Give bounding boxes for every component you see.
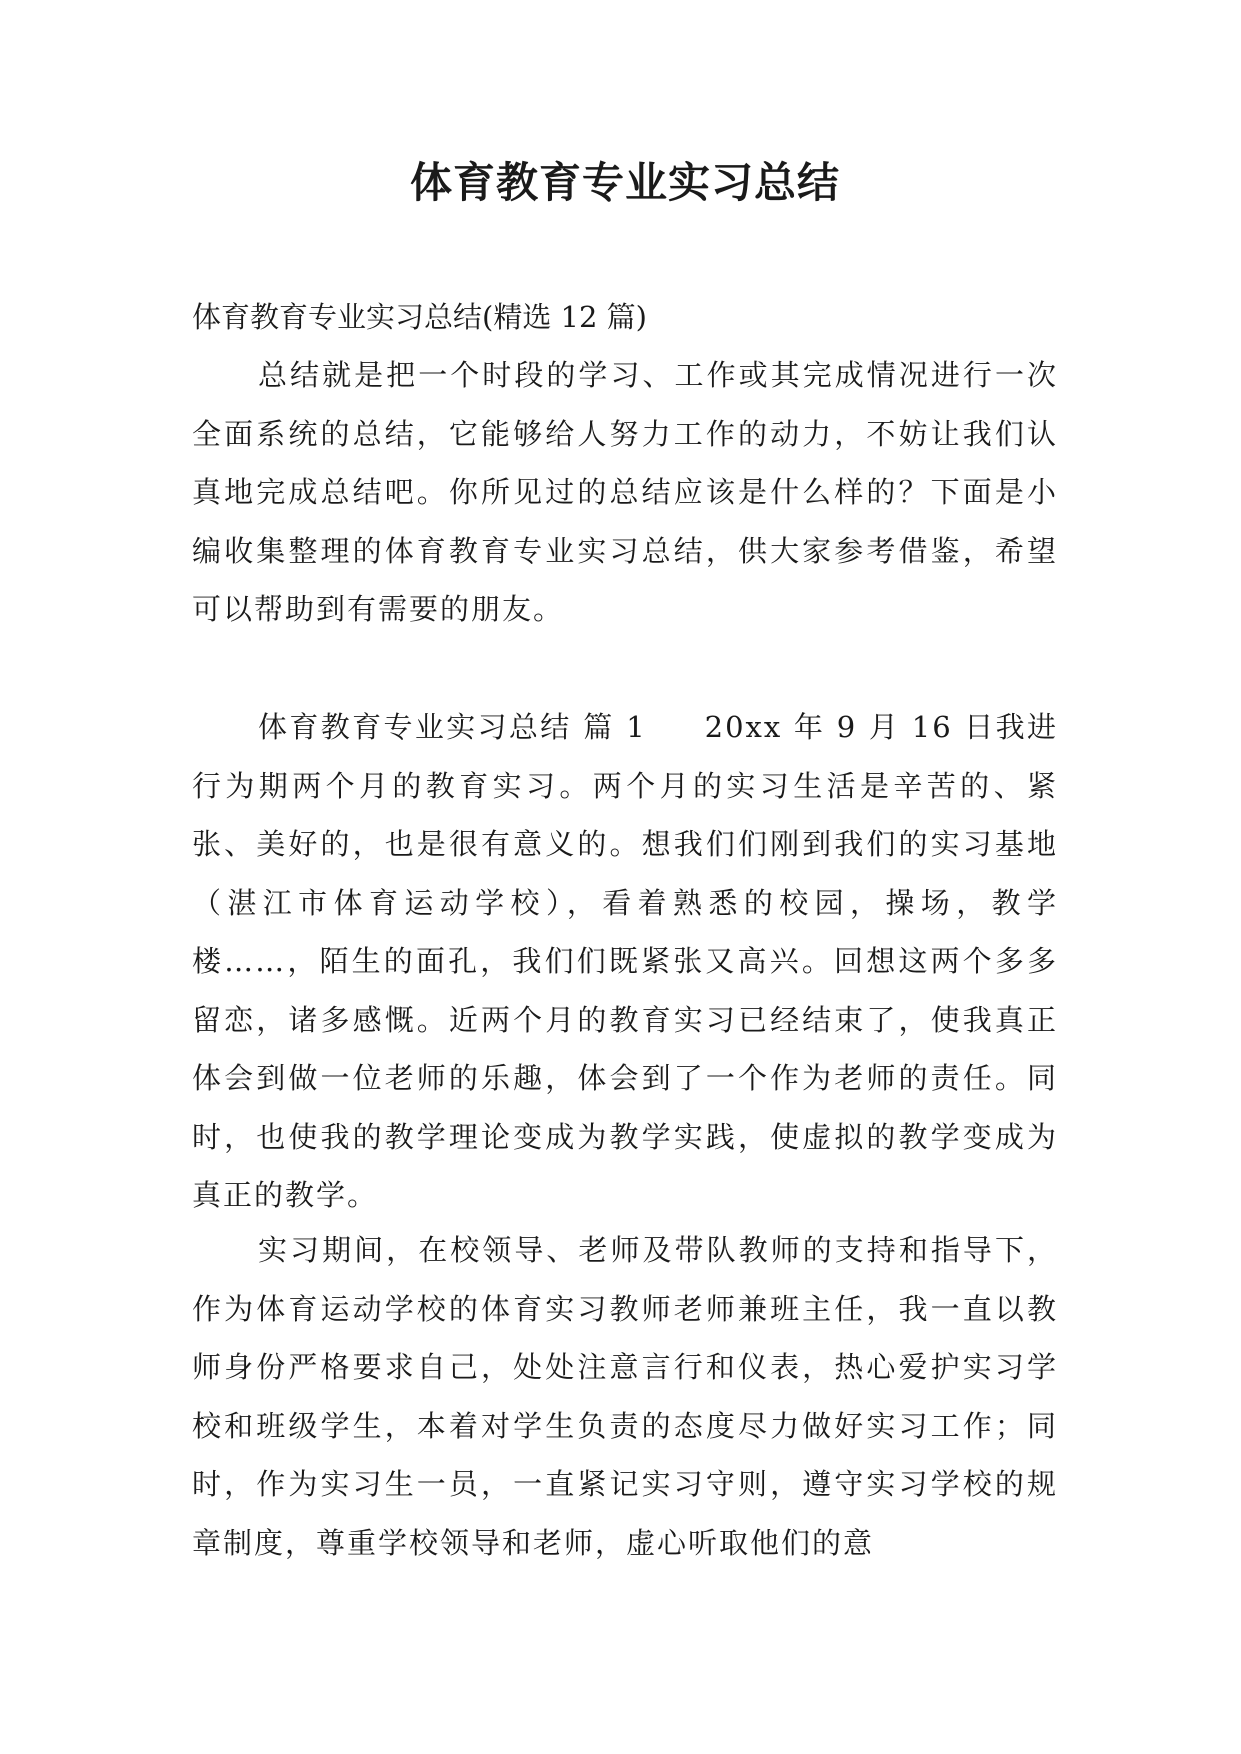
document-title: 体育教育专业实习总结 — [409, 158, 840, 207]
document-subtitle: 体育教育专业实习总结(精选 12 篇) — [192, 300, 647, 334]
section-1-body: 20xx 年 9 月 16 日我进行为期两个月的教育实习。两个月的实习生活是辛苦的、紧张、美好的，也是很有意义的。想我们们刚到我们的实习基地（湛江市体育运动学校），看着熟悉的校园，操场，教学楼……，陌生的面孔，我们们既紧张又高兴。回想这两个多多留恋，诸多感慨。近两个月的教育实习已经结束了，使我真正体会到做一位老师的乐趣，体会到了一个作为老师的责任。同时，也使我的教学理论变成为教学实践，使虚拟的教学变成为真正的教学。 — [192, 710, 1059, 1212]
section-1-paragraph — [192, 698, 1058, 1225]
intro-paragraph: 总结就是把一个时段的学习、工作或其完成情况进行一次全面系统的总结，它能够给人努力工作的动力，不妨让我们认真地完成总结吧。你所见过的总结应该是什么样的？下面是小编收集整理的体育教育专业实习总结，供大家参考借鉴，希望可以帮助到有需要的朋友。 — [192, 358, 1058, 626]
section-1-heading: 体育教育专业实习总结 篇 1 — [258, 710, 647, 744]
paragraph-2: 实习期间，在校领导、老师及带队教师的支持和指导下，作为体育运动学校的体育实习教师老师兼班主任，我一直以教师身份严格要求自己，处处注意言行和仪表，热心爱护实习学校和班级学生，本着对学生负责的态度尽力做好实习工作；同时，作为实习生一员，一直紧记实习守则，遵守实习学校的规章制度，尊重学校领导和老师，虚心听取他们的意 — [192, 1233, 1058, 1560]
